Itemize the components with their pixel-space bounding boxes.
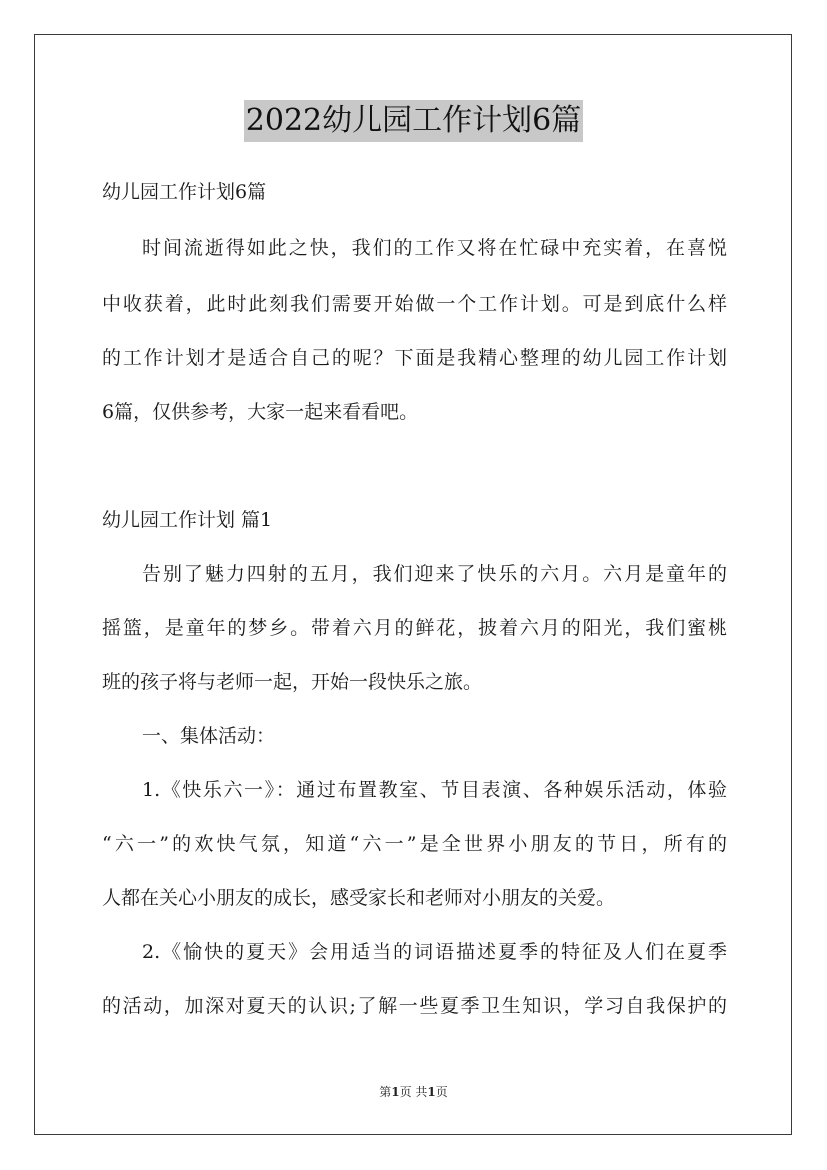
footer-suffix: 页 [435, 1085, 448, 1099]
item2-line-1: 2.《愉快的夏天》会用适当的词语描述夏季的特征及人们在夏季 [142, 941, 727, 963]
section1-para1-line-2: 摇篮，是童年的梦乡。带着六月的鲜花，披着六月的阳光，我们蜜桃 [102, 617, 727, 639]
title-container [0, 100, 827, 142]
section1-para1-line-3: 班的孩子将与老师一起，开始一段快乐之旅。 [102, 671, 483, 693]
section1-subheading: 一、集体活动： [142, 725, 276, 747]
section1-para1-line-1: 告别了魅力四射的五月，我们迎来了快乐的六月。六月是童年的 [142, 563, 727, 585]
page-footer [0, 1084, 827, 1100]
intro-heading: 幼儿园工作计划6篇 [102, 181, 267, 203]
item1-line-2: “六一”的欢快气氛，知道“六一”是全世界小朋友的节日，所有的 [102, 833, 727, 855]
intro-line-2: 中收获着，此时此刻我们需要开始做一个工作计划。可是到底什么样 [102, 293, 727, 315]
footer-prefix: 第 [379, 1085, 392, 1099]
section1-heading: 幼儿园工作计划 篇1 [102, 509, 273, 531]
document-title: 2022幼儿园工作计划6篇 [244, 100, 583, 142]
item1-line-3: 人都在关心小朋友的成长，感受家长和老师对小朋友的关爱。 [102, 887, 616, 909]
footer-total-pages: 1 [427, 1085, 436, 1099]
intro-line-1: 时间流逝得如此之快，我们的工作又将在忙碌中充实着，在喜悦 [142, 237, 727, 259]
footer-page-number: 1 [391, 1085, 400, 1099]
item1-line-1: 1.《快乐六一》：通过布置教室、节目表演、各种娱乐活动，体验 [142, 779, 727, 801]
footer-mid: 页 共 [399, 1085, 428, 1099]
intro-line-4: 6篇，仅供参考，大家一起来看看吧。 [102, 401, 419, 423]
item2-line-2: 的活动，加深对夏天的认识;了解一些夏季卫生知识，学习自我保护的 [102, 995, 727, 1017]
intro-line-3: 的工作计划才是适合自己的呢？下面是我精心整理的幼儿园工作计划 [102, 347, 727, 369]
